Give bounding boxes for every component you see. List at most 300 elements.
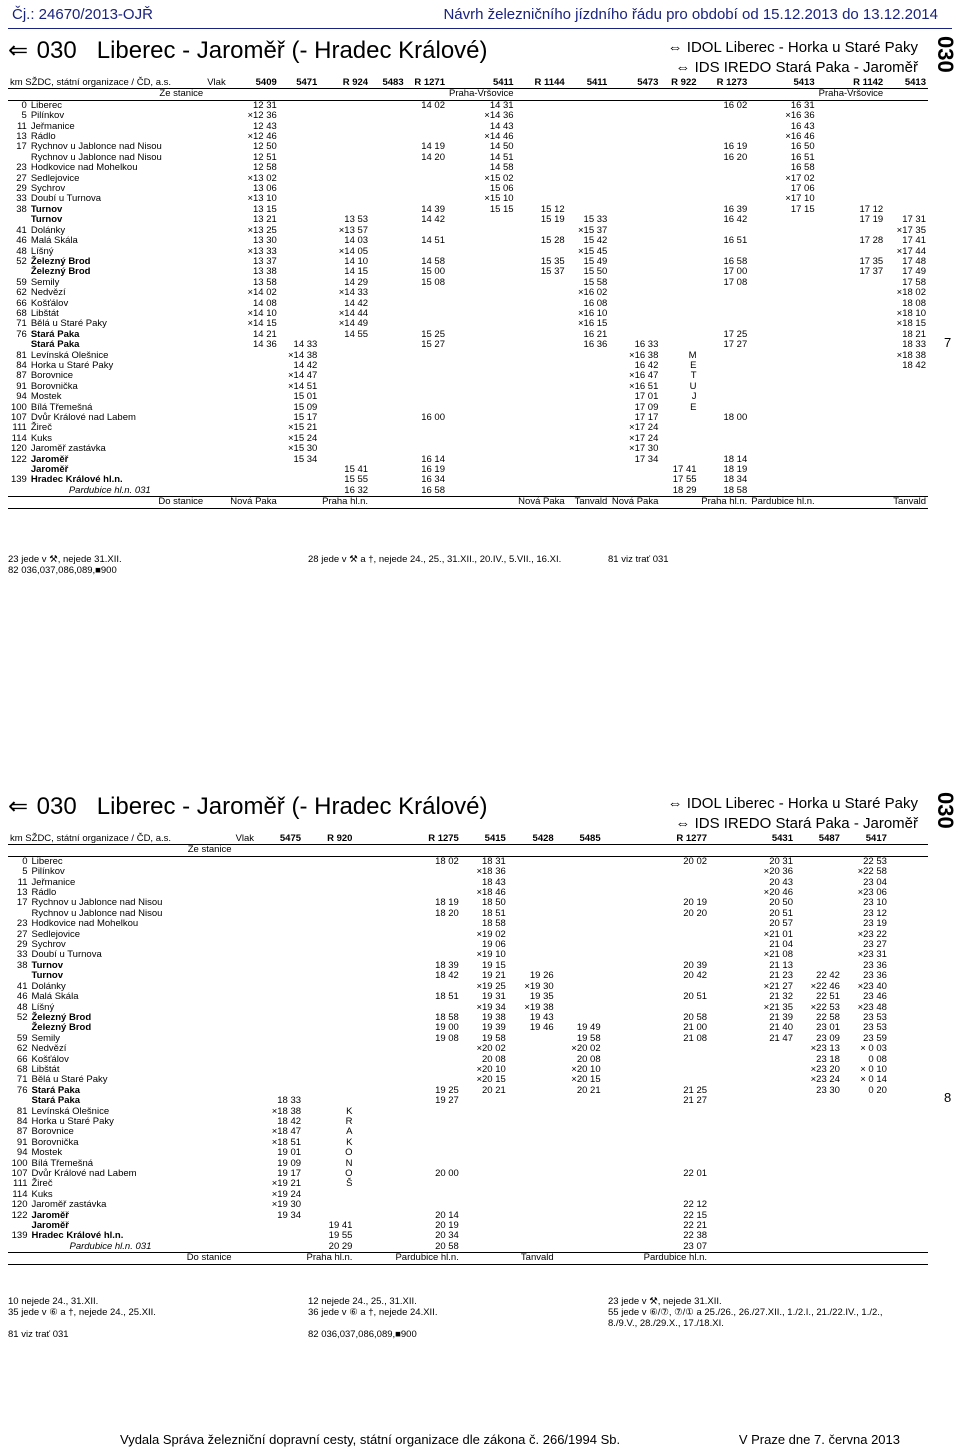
time-cell bbox=[516, 403, 567, 413]
stop-marker bbox=[234, 1211, 256, 1221]
time-cell: 17 31 bbox=[902, 214, 926, 226]
time-cell bbox=[795, 1148, 842, 1158]
time-cell bbox=[609, 153, 660, 163]
time-cell bbox=[256, 898, 303, 908]
time-cell bbox=[795, 950, 842, 960]
time-cell bbox=[406, 309, 447, 319]
km-value: 23 bbox=[16, 162, 27, 174]
time-cell: ×15 10 bbox=[484, 193, 514, 205]
stop-marker bbox=[234, 1034, 256, 1044]
destination-station: Praha hl.n. bbox=[699, 497, 750, 508]
time-cell bbox=[609, 465, 660, 475]
time-cell bbox=[842, 1107, 889, 1117]
time-cell: 14 08 bbox=[252, 297, 277, 309]
time-cell bbox=[303, 898, 354, 908]
stop-marker bbox=[205, 403, 227, 413]
time-cell: 16 21 bbox=[583, 328, 608, 340]
table-row bbox=[8, 267, 928, 277]
time-cell bbox=[508, 1190, 556, 1200]
origin-station bbox=[228, 89, 279, 100]
time-cell bbox=[354, 1055, 393, 1065]
time-cell bbox=[842, 1127, 889, 1137]
time-cell bbox=[256, 971, 303, 981]
time-cell bbox=[709, 1148, 748, 1158]
time-cell bbox=[603, 1034, 642, 1044]
origin-station bbox=[256, 845, 303, 856]
time-cell bbox=[603, 1086, 642, 1096]
time-cell bbox=[642, 1107, 709, 1117]
km-value: 27 bbox=[16, 172, 27, 184]
time-cell bbox=[889, 1242, 928, 1253]
table-row bbox=[8, 1096, 928, 1106]
time-cell bbox=[660, 122, 698, 132]
time-cell bbox=[354, 1003, 393, 1013]
train-number: 5417 bbox=[842, 834, 889, 845]
time-cell: 19 43 bbox=[529, 1011, 554, 1023]
time-cell bbox=[354, 856, 393, 867]
time-cell: 20 51 bbox=[683, 991, 708, 1003]
time-cell bbox=[642, 1179, 709, 1189]
km-value: 114 bbox=[12, 1188, 28, 1200]
km-value: 100 bbox=[11, 1157, 28, 1169]
stop-marker bbox=[234, 1013, 256, 1023]
time-cell bbox=[508, 888, 556, 898]
station-name: Nedvězí bbox=[31, 1043, 67, 1055]
time-cell bbox=[406, 434, 447, 444]
time-cell bbox=[256, 888, 303, 898]
operator-label: km SŽDC, státní organizace / ČD, a.s. bbox=[8, 834, 234, 845]
time-cell: 17 15 bbox=[790, 203, 815, 215]
time-cell: 15 37 bbox=[540, 266, 565, 278]
time-cell bbox=[603, 856, 642, 867]
time-cell bbox=[885, 475, 928, 485]
time-cell bbox=[817, 403, 886, 413]
table-row bbox=[8, 1221, 928, 1231]
time-cell: 16 31 bbox=[790, 99, 815, 111]
time-cell bbox=[795, 898, 842, 908]
time-cell bbox=[256, 1075, 303, 1085]
date-note: V Praze dne 7. června 2013 bbox=[738, 1432, 900, 1447]
stop-marker bbox=[205, 392, 227, 402]
time-cell bbox=[393, 940, 460, 950]
time-cell: 23 46 bbox=[863, 991, 887, 1003]
time-cell: 16 00 bbox=[421, 412, 445, 423]
time-cell bbox=[709, 930, 748, 940]
time-cell bbox=[842, 1221, 889, 1231]
station-name: Hradec Králové hl.n. bbox=[30, 474, 123, 486]
time-cell: Š bbox=[346, 1178, 353, 1190]
time-cell bbox=[354, 1117, 393, 1127]
time-cell bbox=[508, 1107, 556, 1117]
time-cell: 23 27 bbox=[863, 939, 887, 951]
station-name: Turnov bbox=[30, 214, 63, 226]
time-cell bbox=[556, 1200, 603, 1210]
origin-station bbox=[370, 89, 406, 100]
time-cell bbox=[709, 1075, 748, 1085]
time-cell bbox=[709, 867, 748, 877]
stop-marker bbox=[205, 247, 227, 257]
time-cell bbox=[609, 163, 660, 173]
station-name: Košťálov bbox=[31, 1053, 69, 1065]
time-cell bbox=[228, 371, 279, 381]
time-cell: 23 12 bbox=[863, 907, 887, 919]
time-cell bbox=[279, 309, 320, 319]
time-cell: ×19 34 bbox=[476, 1001, 506, 1013]
time-cell bbox=[461, 1200, 508, 1210]
time-cell: O bbox=[345, 1147, 353, 1159]
time-cell bbox=[393, 1055, 460, 1065]
time-cell bbox=[508, 1065, 556, 1075]
time-cell bbox=[660, 132, 698, 142]
time-cell bbox=[660, 444, 698, 454]
station-name: Stará Paka bbox=[30, 328, 80, 340]
time-cell bbox=[406, 361, 447, 371]
to-label: Do stanice bbox=[8, 1253, 234, 1264]
time-cell bbox=[279, 163, 320, 173]
time-cell: 22 53 bbox=[863, 855, 887, 867]
stop-marker bbox=[205, 257, 227, 267]
time-cell bbox=[256, 1221, 303, 1231]
time-cell bbox=[279, 184, 320, 194]
table-row bbox=[8, 1075, 928, 1085]
km-value: 46 bbox=[16, 235, 27, 247]
time-cell bbox=[354, 1169, 393, 1179]
time-cell bbox=[508, 1231, 556, 1241]
time-cell bbox=[461, 1148, 508, 1158]
time-cell bbox=[603, 982, 642, 992]
time-cell bbox=[303, 1044, 354, 1054]
time-cell: 17 17 bbox=[634, 412, 659, 423]
train-number: 5413 bbox=[749, 78, 816, 89]
stop-marker bbox=[205, 423, 227, 433]
station-name: Malá Skála bbox=[30, 235, 78, 247]
time-cell bbox=[279, 465, 320, 475]
time-cell bbox=[370, 278, 406, 288]
time-cell bbox=[699, 361, 750, 371]
time-cell: 18 58 bbox=[435, 1011, 459, 1023]
route-arrow-icon: ⇐ bbox=[8, 793, 29, 820]
time-cell bbox=[370, 330, 406, 340]
time-cell bbox=[709, 950, 748, 960]
time-cell bbox=[508, 909, 556, 919]
origin-station bbox=[406, 89, 447, 100]
time-cell bbox=[709, 1138, 748, 1148]
train-number bbox=[709, 834, 748, 845]
time-cell: 18 34 bbox=[723, 474, 748, 486]
time-cell bbox=[889, 1055, 928, 1065]
destination-station bbox=[603, 1253, 642, 1264]
time-cell: 19 26 bbox=[529, 970, 554, 982]
time-cell bbox=[603, 1013, 642, 1023]
time-cell bbox=[709, 898, 748, 908]
time-cell bbox=[556, 888, 603, 898]
time-cell bbox=[370, 215, 406, 225]
time-cell bbox=[795, 930, 842, 940]
time-cell: 14 39 bbox=[421, 203, 445, 215]
line-number: 030 bbox=[36, 37, 77, 64]
time-cell bbox=[508, 1055, 556, 1065]
km-value: 0 bbox=[22, 855, 28, 867]
table-row bbox=[8, 1159, 928, 1169]
km-value: 71 bbox=[16, 318, 27, 330]
time-cell bbox=[256, 909, 303, 919]
time-cell: 13 21 bbox=[252, 214, 277, 226]
time-cell: 13 15 bbox=[252, 203, 277, 215]
time-cell: 21 32 bbox=[769, 991, 793, 1003]
km-value: 38 bbox=[16, 203, 27, 215]
time-cell: 15 00 bbox=[421, 266, 445, 278]
km-value: 48 bbox=[16, 245, 27, 257]
time-cell bbox=[749, 475, 816, 485]
time-cell: 15 49 bbox=[583, 255, 608, 267]
station-name: Borovnice bbox=[30, 370, 74, 382]
time-cell bbox=[660, 226, 698, 236]
time-cell: ×15 45 bbox=[577, 245, 608, 257]
stop-marker bbox=[205, 153, 227, 163]
time-cell bbox=[406, 184, 447, 194]
stop-marker bbox=[205, 267, 227, 277]
destination-station bbox=[461, 1253, 508, 1264]
time-cell: ×15 21 bbox=[288, 422, 318, 434]
time-cell bbox=[256, 1023, 303, 1033]
time-cell bbox=[749, 309, 816, 319]
time-cell: 15 15 bbox=[489, 203, 514, 215]
time-cell bbox=[319, 434, 370, 444]
table-row bbox=[8, 1107, 928, 1117]
km-value: 91 bbox=[16, 1136, 28, 1148]
time-cell bbox=[603, 971, 642, 981]
table-row bbox=[8, 1117, 928, 1127]
time-cell: 22 01 bbox=[683, 1168, 708, 1179]
time-cell: 14 50 bbox=[489, 141, 514, 153]
time-cell: 17 41 bbox=[672, 464, 697, 476]
time-cell bbox=[447, 267, 516, 277]
table-row bbox=[8, 309, 928, 319]
time-cell: 22 42 bbox=[816, 970, 840, 982]
time-cell bbox=[889, 1190, 928, 1200]
stop-marker bbox=[234, 961, 256, 971]
origin-station bbox=[603, 845, 642, 856]
time-cell: 0 20 bbox=[868, 1084, 887, 1096]
train-number: R 1142 bbox=[817, 78, 886, 89]
km-value: 66 bbox=[16, 297, 27, 309]
time-cell bbox=[885, 382, 928, 392]
time-cell: ×16 47 bbox=[629, 370, 659, 382]
origin-station bbox=[709, 845, 748, 856]
time-cell bbox=[447, 486, 516, 497]
time-cell bbox=[354, 898, 393, 908]
destination-station: Pardubice hl.n. bbox=[395, 1252, 459, 1264]
time-cell: 16 32 bbox=[319, 486, 370, 497]
time-cell bbox=[889, 1044, 928, 1054]
time-cell bbox=[749, 340, 816, 350]
spacer bbox=[205, 89, 227, 100]
ids-line-2: IDS IREDO Stará Paka - Jaroměř bbox=[694, 815, 918, 832]
time-cell: 23 30 bbox=[816, 1084, 840, 1096]
timetable-section-2 bbox=[8, 792, 958, 1332]
time-cell bbox=[370, 392, 406, 402]
time-cell bbox=[256, 1013, 303, 1023]
time-cell bbox=[319, 174, 370, 184]
stop-marker bbox=[205, 174, 227, 184]
time-cell: 12 58 bbox=[252, 162, 277, 174]
time-cell: 19 31 bbox=[482, 991, 506, 1003]
time-cell bbox=[795, 909, 842, 919]
to-label: Do stanice bbox=[8, 497, 205, 508]
time-cell bbox=[817, 455, 886, 465]
station-name: Stará Paka bbox=[30, 339, 80, 351]
time-cell bbox=[749, 247, 816, 257]
time-cell bbox=[354, 1023, 393, 1033]
time-cell bbox=[660, 153, 698, 163]
time-cell bbox=[603, 888, 642, 898]
destination-station bbox=[748, 1253, 795, 1264]
origin-station bbox=[795, 845, 842, 856]
time-cell: 21 47 bbox=[769, 1032, 793, 1044]
time-cell bbox=[885, 403, 928, 413]
time-cell: 14 36 bbox=[252, 339, 277, 351]
time-cell bbox=[393, 1127, 460, 1137]
stop-marker bbox=[234, 898, 256, 908]
time-cell bbox=[406, 111, 447, 121]
time-cell bbox=[256, 878, 303, 888]
time-cell bbox=[447, 444, 516, 454]
time-cell bbox=[603, 992, 642, 1002]
time-cell bbox=[749, 434, 816, 444]
time-cell bbox=[660, 142, 698, 152]
station-name: Rychnov u Jablonce nad Nisou bbox=[31, 897, 163, 909]
time-cell: × 0 14 bbox=[860, 1074, 887, 1086]
stop-marker bbox=[205, 205, 227, 215]
time-cell bbox=[516, 184, 567, 194]
time-cell bbox=[709, 971, 748, 981]
time-cell: 18 33 bbox=[902, 339, 926, 351]
time-cell: ×22 46 bbox=[810, 980, 840, 992]
time-cell bbox=[603, 1200, 642, 1210]
time-cell bbox=[842, 1148, 889, 1158]
time-cell bbox=[279, 319, 320, 329]
station-name: Pardubice hl.n. 031 bbox=[29, 486, 205, 497]
time-cell bbox=[319, 340, 370, 350]
time-cell bbox=[354, 1148, 393, 1158]
time-cell bbox=[556, 909, 603, 919]
km-value: 23 bbox=[16, 918, 28, 930]
time-cell: 19 25 bbox=[435, 1084, 459, 1096]
time-cell bbox=[370, 205, 406, 215]
time-cell: ×16 36 bbox=[785, 110, 815, 122]
time-cell bbox=[319, 184, 370, 194]
time-cell bbox=[842, 1190, 889, 1200]
time-cell: ×14 47 bbox=[288, 370, 318, 382]
time-cell bbox=[279, 215, 320, 225]
time-cell: 20 19 bbox=[683, 897, 708, 909]
time-cell bbox=[749, 278, 816, 288]
time-cell bbox=[609, 226, 660, 236]
time-cell bbox=[817, 309, 886, 319]
time-cell bbox=[228, 413, 279, 423]
time-cell: 18 33 bbox=[277, 1095, 302, 1107]
time-cell bbox=[256, 1034, 303, 1044]
time-cell bbox=[556, 992, 603, 1002]
time-cell: 17 06 bbox=[790, 183, 815, 195]
time-cell bbox=[817, 340, 886, 350]
time-cell: 15 01 bbox=[293, 391, 318, 403]
station-name: Hodkovice nad Mohelkou bbox=[31, 918, 139, 930]
time-cell: 16 43 bbox=[790, 120, 815, 132]
table-row bbox=[8, 330, 928, 340]
time-cell bbox=[516, 153, 567, 163]
time-cell bbox=[749, 392, 816, 402]
stop-marker bbox=[205, 309, 227, 319]
time-cell bbox=[660, 163, 698, 173]
time-cell bbox=[370, 132, 406, 142]
time-cell bbox=[889, 982, 928, 992]
time-cell bbox=[748, 1127, 795, 1137]
table-row bbox=[8, 226, 928, 236]
km-value: 17 bbox=[16, 141, 27, 153]
time-cell: ×23 13 bbox=[810, 1043, 840, 1055]
time-cell bbox=[303, 909, 354, 919]
time-cell bbox=[609, 288, 660, 298]
stop-marker bbox=[234, 1023, 256, 1033]
time-cell: 14 03 bbox=[344, 235, 369, 247]
time-cell: 20 14 bbox=[435, 1209, 459, 1221]
time-cell bbox=[567, 423, 610, 433]
time-cell bbox=[370, 111, 406, 121]
time-cell: ×12 46 bbox=[247, 131, 277, 143]
table-row bbox=[8, 340, 928, 350]
time-cell bbox=[642, 1148, 709, 1158]
time-cell bbox=[447, 257, 516, 267]
time-cell bbox=[642, 1055, 709, 1065]
time-cell bbox=[303, 1190, 354, 1200]
stop-marker bbox=[205, 340, 227, 350]
time-cell bbox=[447, 226, 516, 236]
time-cell bbox=[279, 299, 320, 309]
time-cell bbox=[461, 1179, 508, 1189]
time-cell bbox=[516, 351, 567, 361]
table-row bbox=[8, 1179, 928, 1189]
km-value: 33 bbox=[16, 949, 28, 961]
time-cell: 21 25 bbox=[683, 1084, 708, 1096]
time-cell bbox=[817, 423, 886, 433]
table-row bbox=[8, 1200, 928, 1210]
km-value: 62 bbox=[16, 1043, 28, 1055]
destination-station bbox=[556, 1253, 603, 1264]
station-name: Liberec bbox=[30, 99, 62, 111]
time-cell bbox=[817, 163, 886, 173]
time-cell: 20 58 bbox=[683, 1011, 708, 1023]
time-cell: 21 23 bbox=[769, 970, 793, 982]
time-cell bbox=[516, 444, 567, 454]
time-cell: ×14 33 bbox=[338, 287, 369, 299]
time-cell bbox=[699, 382, 750, 392]
station-name: Malá Skála bbox=[31, 991, 79, 1003]
destination-station: Pardubice hl.n. bbox=[643, 1252, 708, 1264]
station-name: Turnov bbox=[31, 959, 63, 971]
time-cell: 14 15 bbox=[344, 266, 369, 278]
train-number: 5487 bbox=[795, 834, 842, 845]
stop-marker bbox=[234, 1231, 256, 1241]
time-cell bbox=[556, 1211, 603, 1221]
destination-station: Praha hl.n. bbox=[303, 1253, 354, 1264]
time-cell: 14 42 bbox=[344, 297, 369, 309]
time-cell bbox=[842, 1096, 889, 1106]
time-cell bbox=[817, 132, 886, 142]
document-title: Návrh železničního jízdního řádu pro období od 15.12.2013 do 13.12.2014 bbox=[443, 6, 938, 23]
time-cell bbox=[556, 1231, 603, 1241]
time-cell bbox=[603, 1065, 642, 1075]
